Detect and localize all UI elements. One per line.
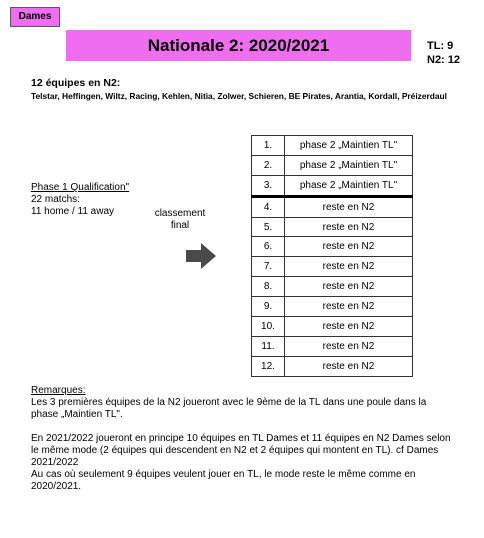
rank-number: 12.: [252, 356, 285, 376]
rank-outcome: reste en N2: [285, 356, 413, 376]
right-arrow-icon: [186, 243, 216, 269]
table-row: [252, 175, 413, 196]
team-counts: [427, 39, 460, 67]
phase-title: Phase 1 Qualification": [31, 182, 130, 193]
table-row: [252, 196, 413, 217]
rank-number: 4.: [252, 196, 285, 217]
category-tag: Dames: [10, 7, 60, 27]
table-row: [252, 297, 413, 317]
teams-heading: 12 équipes en N2:: [31, 77, 121, 89]
rank-number: 7.: [252, 257, 285, 277]
rank-number: 6.: [252, 237, 285, 257]
tl-count: TL: 9: [427, 40, 454, 52]
rank-outcome: reste en N2: [285, 317, 413, 337]
phase-info: [31, 182, 129, 218]
rank-outcome: reste en N2: [285, 217, 413, 237]
remarks-section: [31, 385, 451, 493]
rank-number: 11.: [252, 336, 285, 356]
rank-number: 1.: [252, 136, 285, 156]
page-title: Nationale 2: 2020/2021: [66, 30, 411, 61]
table-row: [252, 317, 413, 337]
table-row: [252, 217, 413, 237]
phase-home-away: 11 home / 11 away: [31, 206, 115, 217]
rank-outcome: phase 2 „Maintien TL": [285, 175, 413, 196]
n2-count: N2: 12: [427, 54, 461, 66]
table-row: [252, 336, 413, 356]
remarks-heading: Remarques:: [31, 385, 86, 396]
rank-outcome: reste en N2: [285, 277, 413, 297]
rank-outcome: phase 2 „Maintien TL": [285, 136, 413, 156]
ranking-table: [251, 135, 413, 377]
rank-number: 8.: [252, 277, 285, 297]
table-row: [252, 356, 413, 376]
rank-number: 2.: [252, 155, 285, 175]
table-row: [252, 136, 413, 156]
table-row: [252, 155, 413, 175]
rank-number: 5.: [252, 217, 285, 237]
table-row: [252, 237, 413, 257]
rank-number: 3.: [252, 175, 285, 196]
table-row: [252, 257, 413, 277]
remarks-paragraph-1: Les 3 premières équipes de la N2 joueront avec le 9ème de la TL dans une poule dans la phase „Maintien TL".: [31, 397, 427, 420]
classement-label: classement final: [154, 208, 206, 231]
phase-matches: 22 matchs:: [31, 194, 80, 205]
rank-outcome: reste en N2: [285, 196, 413, 217]
rank-outcome: phase 2 „Maintien TL": [285, 155, 413, 175]
rank-outcome: reste en N2: [285, 257, 413, 277]
remarks-paragraph-3: Au cas où seulement 9 équipes veulent jouer en TL, le mode reste le même comme en 2020/2021.: [31, 469, 416, 492]
table-row: [252, 277, 413, 297]
teams-list: Telstar, Heffingen, Wiltz, Racing, Kehlen, Nitia, Zolwer, Schieren, BE Pirates, Arantia, Kordall, Préizerdaul: [31, 91, 447, 101]
rank-outcome: reste en N2: [285, 336, 413, 356]
rank-outcome: reste en N2: [285, 237, 413, 257]
remarks-paragraph-2: En 2021/2022 joueront en principe 10 équipes en TL Dames et 11 équipes en N2 Dames selon le même mode (2 équipes qui descendent en N2 et 2 équipes qui montent en TL). cf Dames 2021/2022: [31, 433, 451, 468]
rank-number: 9.: [252, 297, 285, 317]
rank-number: 10.: [252, 317, 285, 337]
rank-outcome: reste en N2: [285, 297, 413, 317]
